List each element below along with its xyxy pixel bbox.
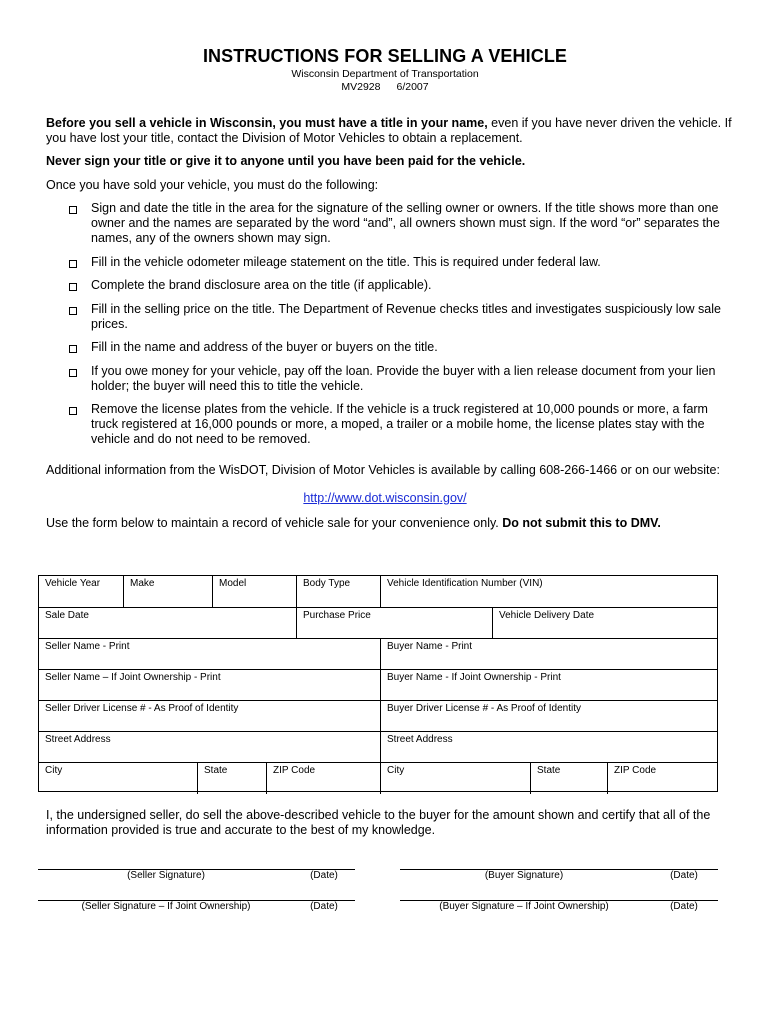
seller-joint-signature-label: (Seller Signature – If Joint Ownership)	[81, 901, 251, 912]
checkbox-icon	[69, 307, 77, 315]
intro-rest: even if you have never driven the vehicle. If you have lost your title, contact the Division of Motor Vehicles to obtain a replacement.	[46, 116, 732, 145]
form-row-joint	[39, 669, 717, 701]
steps-checklist	[0, 201, 770, 456]
sale-date-field[interactable]: Sale Date	[45, 610, 89, 621]
delivery-date-field[interactable]: Vehicle Delivery Date	[492, 608, 717, 639]
checkbox-icon	[69, 345, 77, 353]
checklist-text: Complete the brand disclosure area on the title (if applicable).	[91, 278, 432, 292]
seller-license-field[interactable]: Seller Driver License # - As Proof of Identity	[45, 703, 239, 714]
checkbox-icon	[69, 369, 77, 377]
warning-paragraph: Never sign your title or give it to anyone until you have been paid for the vehicle.	[46, 154, 526, 168]
seller-street-field[interactable]: Street Address	[45, 734, 111, 745]
steps-intro: Once you have sold your vehicle, you must do the following:	[46, 178, 379, 192]
seller-certification: I, the undersigned seller, do sell the above-described vehicle to the buyer for the amount shown and certify that all of the information provided is true and accurate to the best of my knowledge.	[46, 808, 711, 837]
form-date: 6/2007	[396, 81, 429, 93]
seller-date-label: (Date)	[310, 870, 338, 881]
seller-signature-label: (Seller Signature)	[127, 870, 205, 881]
buyer-joint-field[interactable]: Buyer Name - If Joint Ownership - Print	[380, 670, 717, 701]
buyer-joint-date-label: (Date)	[670, 901, 698, 912]
checklist-item	[0, 302, 731, 332]
page-title: INSTRUCTIONS FOR SELLING A VEHICLE	[202, 46, 568, 66]
make-field[interactable]: Make	[123, 576, 212, 607]
form-id-line	[0, 81, 770, 93]
model-field[interactable]: Model	[212, 576, 296, 607]
checklist-text: Sign and date the title in the area for the signature of the selling owner or owners. If the title shows more than one owner and the names are separated by the word “and”, all owners shown must sign. If the word “or” separates the names, any of the owners shown may sign.	[91, 201, 720, 245]
vin-field[interactable]: Vehicle Identification Number (VIN)	[380, 576, 717, 607]
purchase-price-field[interactable]: Purchase Price	[296, 608, 492, 639]
form-row-street	[39, 731, 717, 763]
checklist-item	[0, 278, 731, 293]
intro-paragraph	[46, 116, 736, 146]
seller-name-field[interactable]: Seller Name - Print	[45, 641, 130, 652]
form-row-names	[39, 638, 717, 670]
checklist-item	[0, 201, 731, 246]
checkbox-icon	[69, 260, 77, 268]
buyer-street-field[interactable]: Street Address	[380, 732, 717, 763]
checkbox-icon	[69, 283, 77, 291]
seller-zip-field[interactable]: ZIP Code	[266, 763, 380, 794]
form-row-license	[39, 700, 717, 732]
checklist-item	[0, 340, 731, 355]
checklist-text: Remove the license plates from the vehicle. If the vehicle is a truck registered at 10,000 pounds or more, a farm truck registered at 16,000 pounds or more, a moped, a trailer or a mobile home, the license plates stay with the vehicle and do not need to be removed.	[91, 402, 708, 446]
buyer-license-field[interactable]: Buyer Driver License # - As Proof of Identity	[380, 701, 717, 732]
checklist-item	[0, 402, 731, 447]
buyer-date-label: (Date)	[670, 870, 698, 881]
form-row-city	[39, 762, 717, 794]
form-number: MV2928	[341, 81, 381, 93]
body-type-field[interactable]: Body Type	[296, 576, 380, 607]
seller-city-field[interactable]: City	[45, 765, 63, 776]
buyer-state-field[interactable]: State	[530, 763, 607, 794]
buyer-signature-label: (Buyer Signature)	[484, 870, 564, 881]
website-link[interactable]: http://www.dot.wisconsin.gov/	[303, 491, 467, 505]
website-line	[0, 491, 770, 505]
checkbox-icon	[69, 407, 77, 415]
use-note-bold: Do not submit this to DMV.	[502, 516, 661, 530]
form-row-sale	[39, 607, 717, 639]
use-note	[46, 516, 736, 531]
buyer-zip-field[interactable]: ZIP Code	[607, 763, 717, 794]
checklist-text: Fill in the selling price on the title. The Department of Revenue checks titles and investigates suspiciously low sale prices.	[91, 301, 721, 331]
buyer-city-field[interactable]: City	[380, 763, 530, 794]
checklist-item	[0, 255, 731, 270]
seller-joint-date-label: (Date)	[310, 901, 338, 912]
checklist-text: Fill in the name and address of the buyer or buyers on the title.	[91, 340, 438, 354]
intro-bold: Before you sell a vehicle in Wisconsin, you must have a title in your name,	[46, 116, 488, 130]
checklist-text: If you owe money for your vehicle, pay off the loan. Provide the buyer with a lien release document from your lien holder; the buyer will need this to title the vehicle.	[91, 363, 716, 393]
buyer-joint-signature-label: (Buyer Signature – If Joint Ownership)	[439, 901, 609, 912]
checklist-item	[0, 364, 731, 394]
vehicle-year-field[interactable]: Vehicle Year	[45, 578, 101, 589]
sale-record-form	[38, 575, 718, 792]
agency-name: Wisconsin Department of Transportation	[291, 68, 479, 80]
seller-state-field[interactable]: State	[197, 763, 266, 794]
buyer-name-field[interactable]: Buyer Name - Print	[380, 639, 717, 670]
checklist-text: Fill in the vehicle odometer mileage statement on the title. This is required under federal law.	[91, 254, 601, 269]
additional-info: Additional information from the WisDOT, Division of Motor Vehicles is available by calling 608-266-1466 or on our website:	[46, 463, 720, 477]
form-row-vehicle	[39, 576, 717, 607]
seller-joint-field[interactable]: Seller Name – If Joint Ownership - Print	[45, 672, 221, 683]
use-note-text: Use the form below to maintain a record of vehicle sale for your convenience only.	[46, 516, 503, 530]
checkbox-icon	[69, 206, 77, 214]
